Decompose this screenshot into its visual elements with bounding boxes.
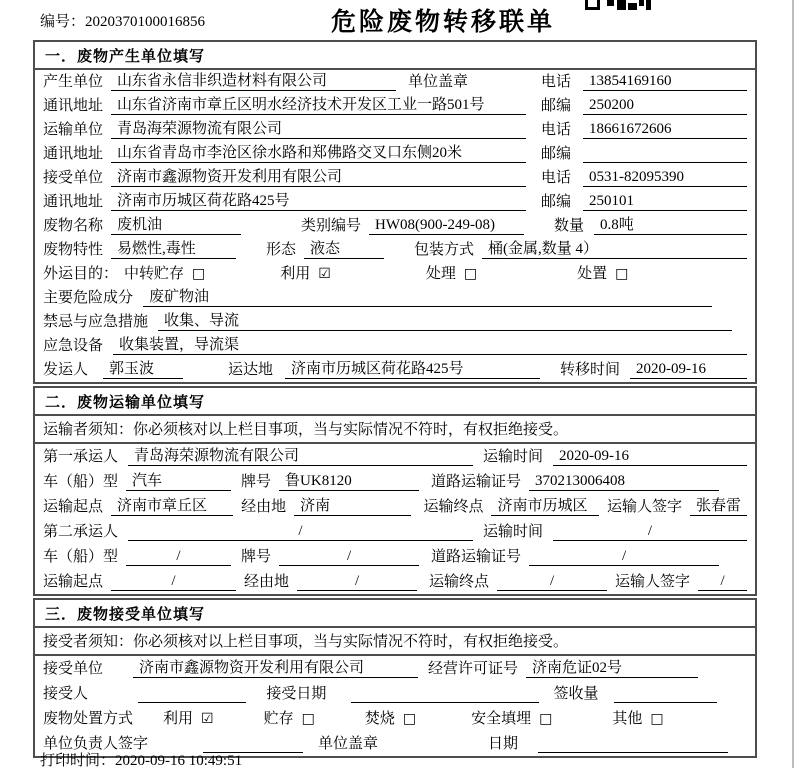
form-field: 液态 [304,237,384,259]
print-time-value: 2020-09-16 10:49:51 [115,753,243,769]
print-time [40,749,242,770]
purpose-option-dispose [577,262,628,283]
transport-time-label: 运输时间 [483,449,544,465]
unit-seal-label: 单位盖章 [318,736,379,752]
carrier1-sign-field: 张春雷 [690,494,747,516]
option-label: 焚烧 [364,711,395,727]
producer-row [35,70,755,94]
carrier2-time-field: / [553,523,747,541]
plate-label: 牌号 [241,474,272,490]
disposal-option-incinerate [365,707,416,728]
checkbox-unchecked-icon: □ [402,711,417,727]
phone-label: 电话 [541,122,572,138]
taboo-label: 禁忌与应急措施 [43,314,149,330]
option-label: 处理 [425,266,456,282]
transporter-field: 青岛海荣源物流有限公司 [111,117,526,139]
waste-name-field: 废机油 [111,213,241,235]
receiver-notice-row [35,628,755,656]
carrier2-route-row [35,569,755,594]
transporter-row [35,118,755,142]
carrier2-end-field: / [497,573,607,591]
serial-label: 编号： [40,14,86,30]
phone-label: 电话 [541,74,572,90]
taboo-field: 收集、导流 [158,309,732,331]
taboo-row [35,310,755,334]
packing-label: 包装方式 [414,242,475,258]
purpose-option-use [280,262,331,283]
carrier1-time-field: 2020-09-16 [553,448,747,466]
section-receiver-title: 三．废物接受单位填写 [35,600,755,628]
disposal-option-landfill [471,707,552,728]
zip-label: 邮编 [541,194,572,210]
option-label: 贮存 [263,711,294,727]
disposal-option-other [612,707,663,728]
waste-trait-field: 易燃性,毒性 [111,237,236,259]
carrier1-name-field: 青岛海荣源物流有限公司 [128,444,473,466]
disposal-option-store [264,707,315,728]
address-label: 通讯地址 [43,98,104,114]
producer-label: 产生单位 [43,74,104,90]
purpose-option-transfer-storage [124,262,205,283]
origin-label: 运输起点 [43,499,104,515]
road-permit-label: 道路运输证号 [431,474,522,490]
hazard-label: 主要危险成分 [43,290,134,306]
checkbox-unchecked-icon: □ [192,266,206,282]
waste-name-row [35,214,755,238]
unit-seal-label: 单位盖章 [408,74,469,90]
receipt-qty-field [614,686,717,703]
category-field: HW08(900-249-08) [369,217,524,235]
section-producer [33,40,757,384]
producer-address-row [35,94,755,118]
receive-date-label: 接受日期 [266,686,327,702]
carrier1-vehicle-row [35,469,755,494]
receive-date-field [351,686,538,703]
end-label: 运输终点 [423,499,484,515]
disposal-row [35,706,755,731]
transport-notice-row [35,416,755,444]
serial-value: 2020370100016856 [85,14,206,30]
transporter-sign-label: 运输人签字 [606,499,682,515]
equipment-field: 收集装置，导流渠 [113,333,747,355]
transporter-label: 运输单位 [43,122,104,138]
page-title: 危险废物转移联单 [330,9,555,36]
section-producer-title: 一．废物产生单位填写 [35,42,755,70]
option-label: 其他 [612,711,643,727]
transport-notice-text: 运输者须知：你必须核对以上栏目事项，当与实际情况不符时，有权拒绝接受。 [43,422,569,438]
transporter-phone-field: 18661672606 [583,121,747,139]
hazard-row [35,286,755,310]
carrier2-vehicle-row [35,544,755,569]
end-label: 运输终点 [429,574,490,590]
option-label: 中转贮存 [124,266,185,282]
checkbox-unchecked-icon: □ [301,711,315,727]
receiver-label: 接受单位 [43,170,104,186]
recipient-row [35,681,755,706]
receiver-address-row [35,190,755,214]
address-label: 通讯地址 [43,146,104,162]
option-label: 利用 [280,266,311,282]
carrier1-row [35,444,755,469]
manager-sign-label: 单位负责人签字 [43,736,149,752]
carrier1-plate-field: 鲁UK8120 [279,469,419,491]
carrier2-sign-field: / [698,573,747,591]
receiver-phone-field: 0531-82095390 [583,169,747,187]
carrier2-permit-field: / [529,548,719,566]
vehicle-type-label: 车（船）型 [43,474,119,490]
vehicle-type-label: 车（船）型 [43,549,119,565]
producer-phone-field: 13854169160 [583,73,747,91]
transfer-time-label: 转移时间 [560,362,621,378]
transport-time-label: 运输时间 [483,524,544,540]
checkbox-unchecked-icon: □ [615,266,629,282]
option-label: 处置 [577,266,608,282]
carrier2-plate-field: / [279,548,419,566]
purpose-label: 外运目的： [43,266,119,282]
date-label: 日期 [488,736,519,752]
producer-field: 山东省永信非织造材料有限公司 [111,69,396,91]
address-label: 通讯地址 [43,194,104,210]
road-permit-label: 道路运输证号 [431,549,522,565]
category-label: 类别编号 [301,218,362,234]
carrier1-permit-field: 370213006408 [529,473,719,491]
carrier2-name-field: / [128,523,473,541]
section-receiver [33,598,757,758]
carrier1-route-row [35,494,755,519]
transporter-zip-field [583,146,747,163]
purpose-option-treat [426,262,477,283]
carrier1-origin-field: 济南市章丘区 [111,494,233,516]
quantity-field: 0.8吨 [594,213,747,235]
destination-field: 济南市历城区荷花路425号 [285,357,540,379]
receipt-qty-label: 签收量 [553,686,599,702]
waste-trait-row [35,238,755,262]
equipment-label: 应急设备 [43,338,104,354]
option-label: 利用 [163,711,194,727]
receiver-field: 济南市鑫源物资开发利用有限公司 [111,165,526,187]
producer-zip-field: 250200 [583,97,747,115]
receiver-row [35,166,755,190]
receive-unit-row [35,656,755,681]
transporter-address-field: 山东省青岛市李沧区徐水路和郑佛路交叉口东侧20米 [111,141,526,163]
checkbox-checked-icon: ☑ [318,266,331,282]
quantity-label: 数量 [554,218,585,234]
zip-label: 邮编 [541,146,572,162]
document-header [0,0,796,40]
via-label: 经由地 [244,574,290,590]
carrier2-label: 第二承运人 [43,524,119,540]
recipient-field [138,686,246,703]
carrier1-vehicle-field: 汽车 [126,469,231,491]
option-label: 安全填埋 [471,711,532,727]
producer-address-field: 山东省济南市章丘区明水经济技术开发区工业一路501号 [111,93,526,115]
qr-code-fragment [585,0,651,10]
receiver-zip-field: 250101 [583,193,747,211]
viewer-page-edge [792,0,794,768]
waste-name-label: 废物名称 [43,218,104,234]
zip-label: 邮编 [541,98,572,114]
equipment-row [35,334,755,358]
carrier2-row [35,519,755,544]
transporter-address-row [35,142,755,166]
recipient-label: 接受人 [43,686,89,702]
destination-label: 运达地 [228,362,274,378]
transporter-sign-label: 运输人签字 [615,574,691,590]
phone-label: 电话 [541,170,572,186]
checkbox-unchecked-icon: □ [650,711,664,727]
date-field [538,736,728,753]
checkbox-unchecked-icon: □ [539,711,553,727]
carrier2-origin-field: / [111,573,236,591]
sender-label: 发运人 [43,362,89,378]
receiver-notice-text: 接受者须知：你必须核对以上栏目事项，当与实际情况不符时，有权拒绝接受。 [43,634,569,650]
via-label: 经由地 [241,499,287,515]
carrier1-label: 第一承运人 [43,449,119,465]
transfer-time-field: 2020-09-16 [630,361,747,379]
carrier2-vehicle-field: / [126,548,231,566]
receive-unit-label: 接受单位 [43,661,104,677]
section-transport-title: 二．废物运输单位填写 [35,388,755,416]
license-field: 济南危证02号 [526,656,698,678]
carrier1-end-field: 济南市历城区 [491,494,599,516]
waste-trait-label: 废物特性 [43,242,104,258]
hazard-field: 废矿物油 [143,285,712,307]
checkbox-unchecked-icon: □ [463,266,478,282]
section-transport [33,386,757,596]
carrier1-via-field: 济南 [294,494,411,516]
sender-field: 郭玉波 [103,357,183,379]
origin-label: 运输起点 [43,574,104,590]
license-label: 经营许可证号 [428,661,519,677]
packing-field: 桶(金属,数量 4） [482,237,747,259]
sender-row [35,358,755,382]
print-time-label: 打印时间： [40,753,116,769]
carrier2-via-field: / [297,573,417,591]
checkbox-checked-icon: ☑ [201,711,214,727]
disposal-option-use [163,707,214,728]
plate-label: 牌号 [241,549,272,565]
form-label: 形态 [266,242,297,258]
purpose-row [35,262,755,286]
receiver-address-field: 济南市历城区荷花路425号 [111,189,526,211]
receive-unit-field: 济南市鑫源物资开发利用有限公司 [133,656,418,678]
disposal-label: 废物处置方式 [43,711,134,727]
